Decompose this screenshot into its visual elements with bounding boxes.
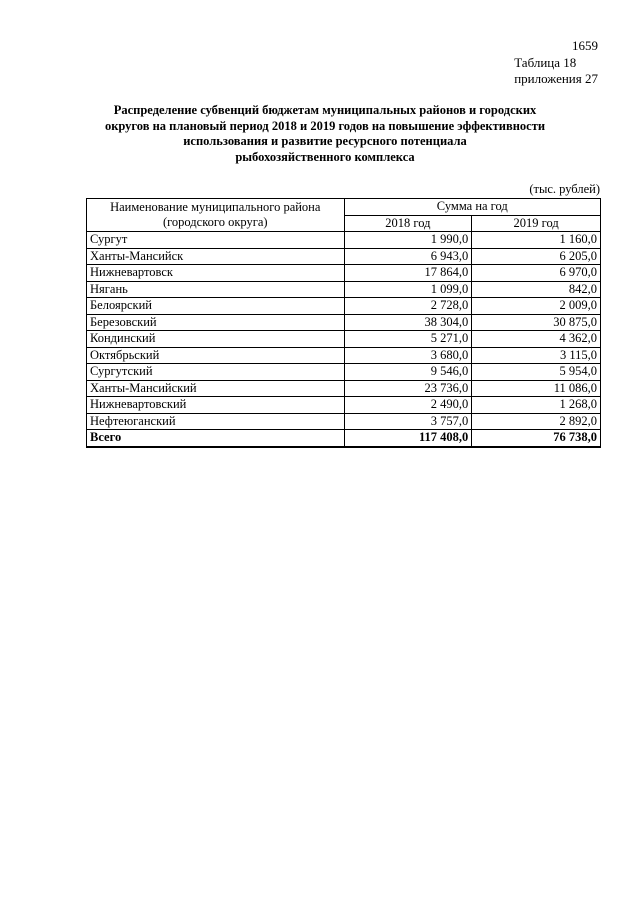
table-row (87, 413, 601, 430)
amount-2018: 2 728,0 (344, 298, 472, 315)
municipality-name: Ханты-Мансийский (87, 380, 345, 397)
amount-2018: 3 757,0 (344, 413, 472, 430)
amount-2019: 30 875,0 (472, 314, 601, 331)
total-2019: 76 738,0 (472, 430, 601, 447)
total-label: Всего (87, 430, 345, 447)
table-row (87, 347, 601, 364)
total-row (87, 430, 601, 447)
amount-2018: 1 990,0 (344, 232, 472, 249)
municipality-name: Нижневартовск (87, 265, 345, 282)
amount-2019: 1 160,0 (472, 232, 601, 249)
table-row (87, 314, 601, 331)
amount-2018: 3 680,0 (344, 347, 472, 364)
municipality-column-header (87, 199, 345, 232)
document-title (90, 103, 560, 165)
table-row (87, 232, 601, 249)
units-label: (тыс. рублей) (529, 182, 600, 196)
table-row (87, 380, 601, 397)
amount-2019: 4 362,0 (472, 331, 601, 348)
table-row (87, 364, 601, 381)
municipality-name: Белоярский (87, 298, 345, 315)
amount-2019: 11 086,0 (472, 380, 601, 397)
title-line-2: округов на плановый период 2018 и 2019 годов на повышение эффективности (104, 118, 546, 133)
amount-2018: 9 546,0 (344, 364, 472, 381)
total-2018: 117 408,0 (344, 430, 472, 447)
municipality-name: Сургут (87, 232, 345, 249)
amount-2019: 1 268,0 (472, 397, 601, 414)
amount-2018: 23 736,0 (344, 380, 472, 397)
table-reference-appendix: приложения 27 (514, 71, 598, 86)
year-2018-header: 2018 год (344, 215, 472, 232)
table-row (87, 281, 601, 298)
municipality-name: Сургутский (87, 364, 345, 381)
amount-2019: 6 205,0 (472, 248, 601, 265)
municipality-name: Нягань (87, 281, 345, 298)
amount-2018: 5 271,0 (344, 331, 472, 348)
amount-2018: 1 099,0 (344, 281, 472, 298)
municipality-name: Нефтеюганский (87, 413, 345, 430)
title-line-3: использования и развитие ресурсного потенциала (183, 134, 467, 148)
subvention-table (86, 198, 601, 448)
municipality-header-line-1: Наименование муниципального района (110, 200, 321, 214)
amount-2019: 5 954,0 (472, 364, 601, 381)
table-reference-number: Таблица 18 (514, 55, 577, 70)
amount-2019: 842,0 (472, 281, 601, 298)
amount-2019: 2 892,0 (472, 413, 601, 430)
table-row (87, 331, 601, 348)
municipality-name: Березовский (87, 314, 345, 331)
amount-2018: 6 943,0 (344, 248, 472, 265)
municipality-name: Кондинский (87, 331, 345, 348)
page-number: 1659 (572, 38, 598, 53)
municipality-name: Октябрьский (87, 347, 345, 364)
table-row (87, 298, 601, 315)
municipality-name: Ханты-Мансийск (87, 248, 345, 265)
amount-2019: 2 009,0 (472, 298, 601, 315)
table-row (87, 248, 601, 265)
amount-2018: 2 490,0 (344, 397, 472, 414)
title-line-1: Распределение субвенций бюджетам муниципальных районов и городских (113, 103, 537, 117)
municipality-name: Нижневартовский (87, 397, 345, 414)
amount-2018: 17 864,0 (344, 265, 472, 282)
header-row (87, 199, 601, 216)
table-row (87, 397, 601, 414)
table-reference (514, 55, 598, 87)
year-2019-header: 2019 год (472, 215, 601, 232)
amount-2019: 3 115,0 (472, 347, 601, 364)
table-row (87, 265, 601, 282)
title-line-4: рыбохозяйственного комплекса (235, 149, 415, 164)
amount-2018: 38 304,0 (344, 314, 472, 331)
sum-group-header: Сумма на год (344, 199, 600, 216)
amount-2019: 6 970,0 (472, 265, 601, 282)
municipality-header-line-2: (городского округа) (162, 215, 268, 229)
